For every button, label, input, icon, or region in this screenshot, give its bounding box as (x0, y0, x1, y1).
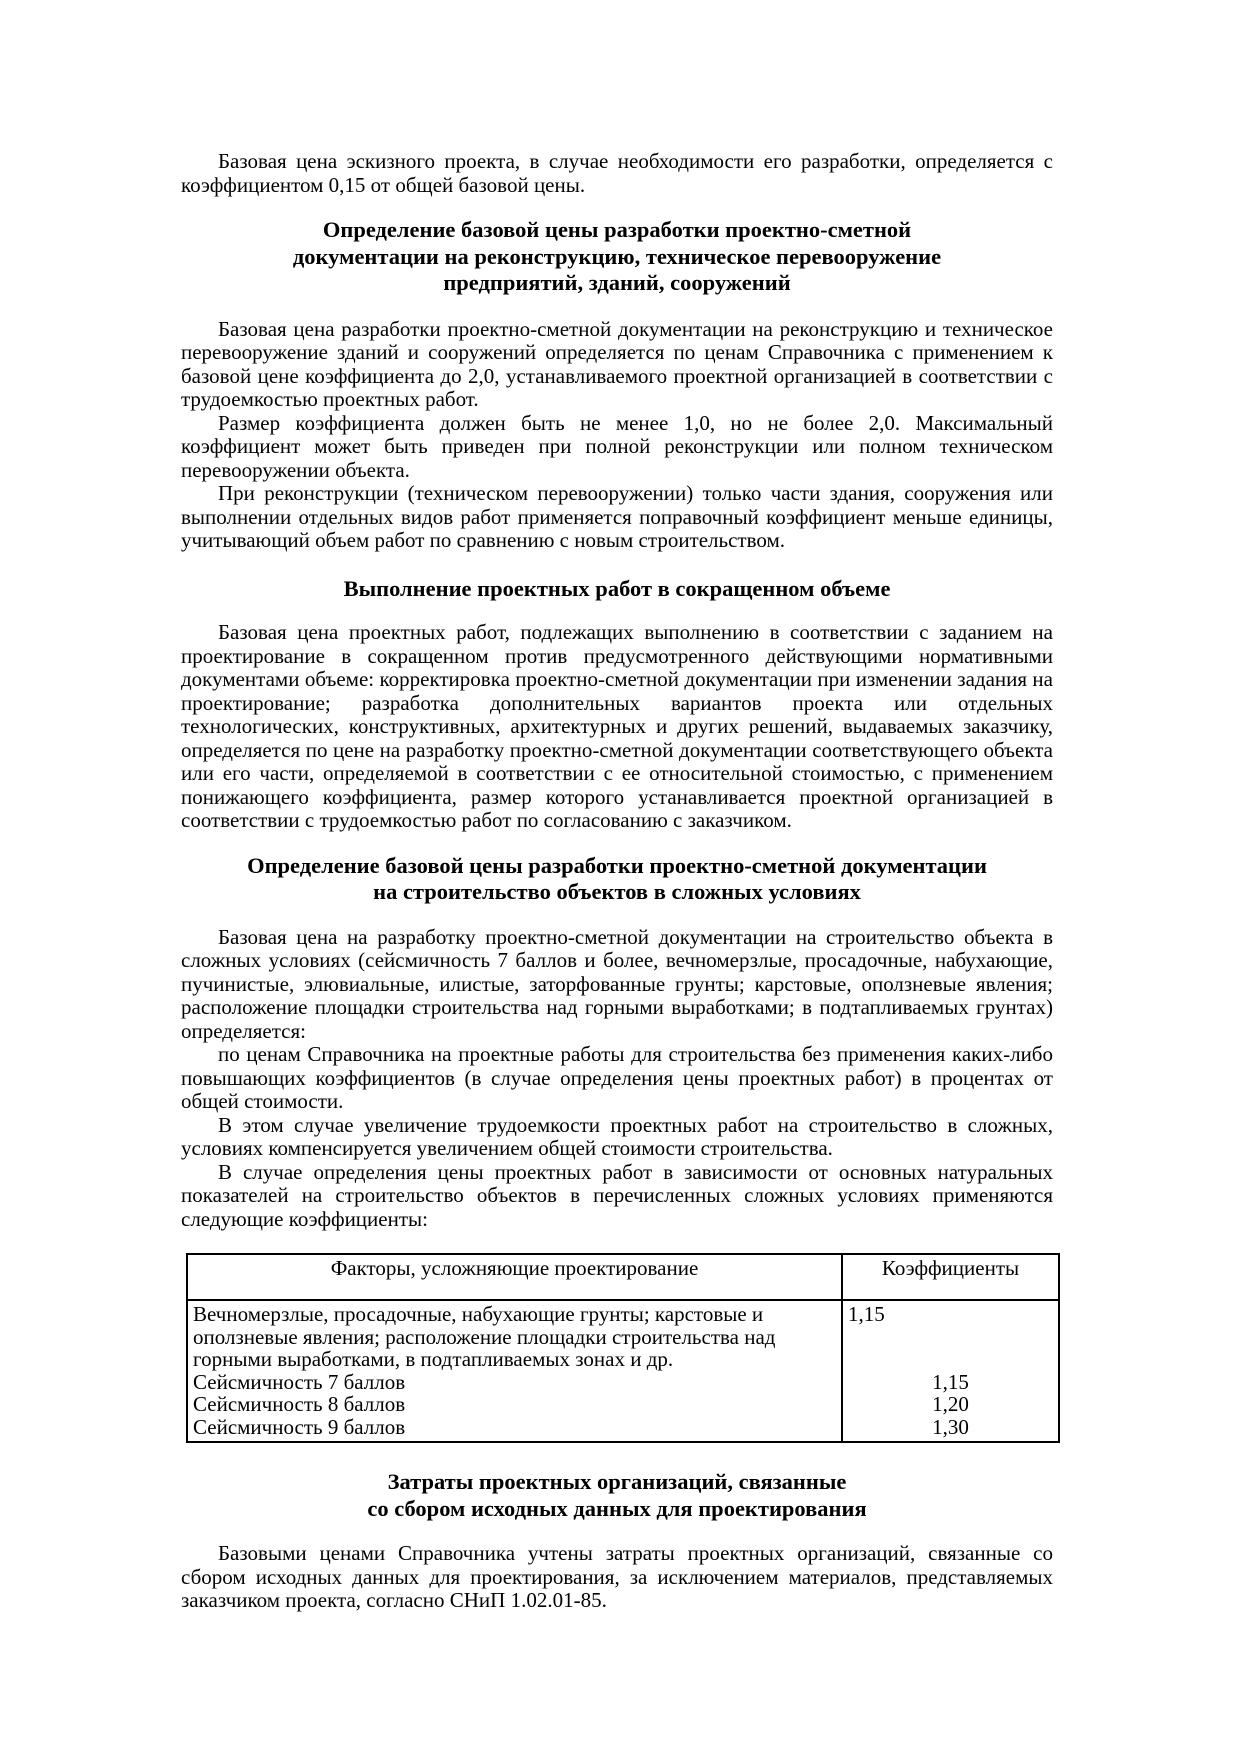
table-header-row (187, 1254, 1059, 1300)
heading-line: Определение базовой цены разработки проектно-сметной (322, 217, 912, 242)
table-header-coefficients: Коэффициенты (842, 1254, 1059, 1300)
coefficient-cell: 1,15 (842, 1371, 1059, 1394)
paragraph-complex-1: Базовая цена на разработку проектно-сметной документации на строительство объекта в сложных условиях (сейсмичность 7 баллов и более, вечномерзлые, просадочные, набухающие, пучинистые, элювиальные, илистые, заторфованные грунты; карстовые, оползневые явления; расположение площадки строительства над горными выработками; в подтапливаемых грунтах) определяется: (181, 924, 1053, 1043)
table-row (187, 1371, 1059, 1394)
paragraph-sketch-price: Базовая цена эскизного проекта, в случае необходимости его разработки, определяется с коэффициентом 0,15 от общей базовой цены. (181, 149, 1053, 197)
coefficient-cell: 1,20 (842, 1393, 1059, 1416)
factor-cell: Сейсмичность 8 баллов (193, 1392, 406, 1416)
factor-cell: Вечномерзлые, просадочные, набухающие грунты; карстовые и оползневые явления; расположение площадки строительства над горными выработками, в подтапливаемых зонах и др. (193, 1302, 776, 1371)
paragraph-reconstruction-3: При реконструкции (техническом перевооружении) только части здания, сооружения или выполнении отдельных видов работ применяется поправочный коэффициент меньше единицы, учитывающий объем работ по сравнению с новым строительством. (181, 481, 1053, 552)
factor-cell: Сейсмичность 9 баллов (193, 1414, 406, 1439)
heading-line: Затраты проектных организаций, связанные (387, 1469, 847, 1494)
table-row (187, 1300, 1059, 1371)
table-row (187, 1393, 1059, 1416)
heading-reduced-scope: Выполнение проектных работ в сокращенном объеме (343, 575, 891, 601)
heading-reconstruction (181, 217, 1053, 297)
heading-line: предприятий, зданий, сооружений (443, 270, 791, 295)
paragraph-reconstruction-2: Размер коэффициента должен быть не менее 1,0, но не более 2,0. Максимальный коэффициент может быть приведен при полной реконструкции или полном техническом перевооружении объекта. (181, 410, 1053, 482)
paragraph-complex-3: В этом случае увеличение трудоемкости проектных работ на строительство в сложных, условиях компенсируется увеличением общей стоимости строительства. (181, 1112, 1053, 1160)
paragraph-reconstruction-1: Базовая цена разработки проектно-сметной документации на реконструкцию и техническое перевооружение зданий и сооружений определяется по ценам Справочника с применением к базовой цене коэффициента до 2,0, устанавливаемого проектной организацией в соответствии с трудоемкостью проектных работ. (181, 316, 1053, 411)
table-row (187, 1416, 1059, 1443)
heading-complex-conditions (181, 853, 1053, 906)
heading-line: со сбором исходных данных для проектирования (367, 1495, 867, 1521)
coefficient-cell: 1,15 (842, 1300, 1059, 1371)
factors-coefficients-table (186, 1253, 1060, 1443)
heading-line: документации на реконструкцию, техническое перевооружение (292, 243, 942, 269)
paragraph-complex-4: В случае определения цены проектных работ в зависимости от основных натуральных показателей на строительство объектов в перечисленных сложных условиях применяются следующие коэффициенты: (181, 1159, 1053, 1231)
coefficient-cell: 1,30 (842, 1416, 1059, 1443)
paragraph-initial-data-costs: Базовыми ценами Справочника учтены затраты проектных организаций, связанные со сбором исходных данных для проектирования, за исключением материалов, представляемых заказчиком проекта, согласно СНиП 1.02.01-85. (181, 1541, 1053, 1612)
factor-cell: Сейсмичность 7 баллов (193, 1369, 406, 1394)
paragraph-complex-2: по ценам Справочника на проектные работы для строительства без применения каких-либо повышающих коэффициентов (в случае определения цены проектных работ) в процентах от общей стоимости. (181, 1042, 1053, 1113)
paragraph-reduced-scope: Базовая цена проектных работ, подлежащих выполнению в соответствии с заданием на проектирование в сокращенном против предусмотренного действующими нормативными документами объеме: корректировка проектно-сметной документации при изменении задания на проектирование; разработка дополнительных вариантов проекта или отдельных технологических, конструктивных, архитектурных и других решений, выдаваемых заказчику, определяется по цене на разработку проектно-сметной документации соответствующего объекта или его части, определяемой в соответствии с ее относительной стоимостью, с применением понижающего коэффициента, размер которого устанавливается проектной организацией в соответствии с трудоемкостью работ по согласованию с заказчиком. (181, 620, 1053, 832)
heading-line: Определение базовой цены разработки проектно-сметной документации (247, 852, 987, 878)
table-header-factors: Факторы, усложняющие проектирование (187, 1254, 842, 1300)
heading-line: на строительство объектов в сложных условиях (373, 879, 861, 904)
heading-initial-data-costs (181, 1469, 1053, 1522)
